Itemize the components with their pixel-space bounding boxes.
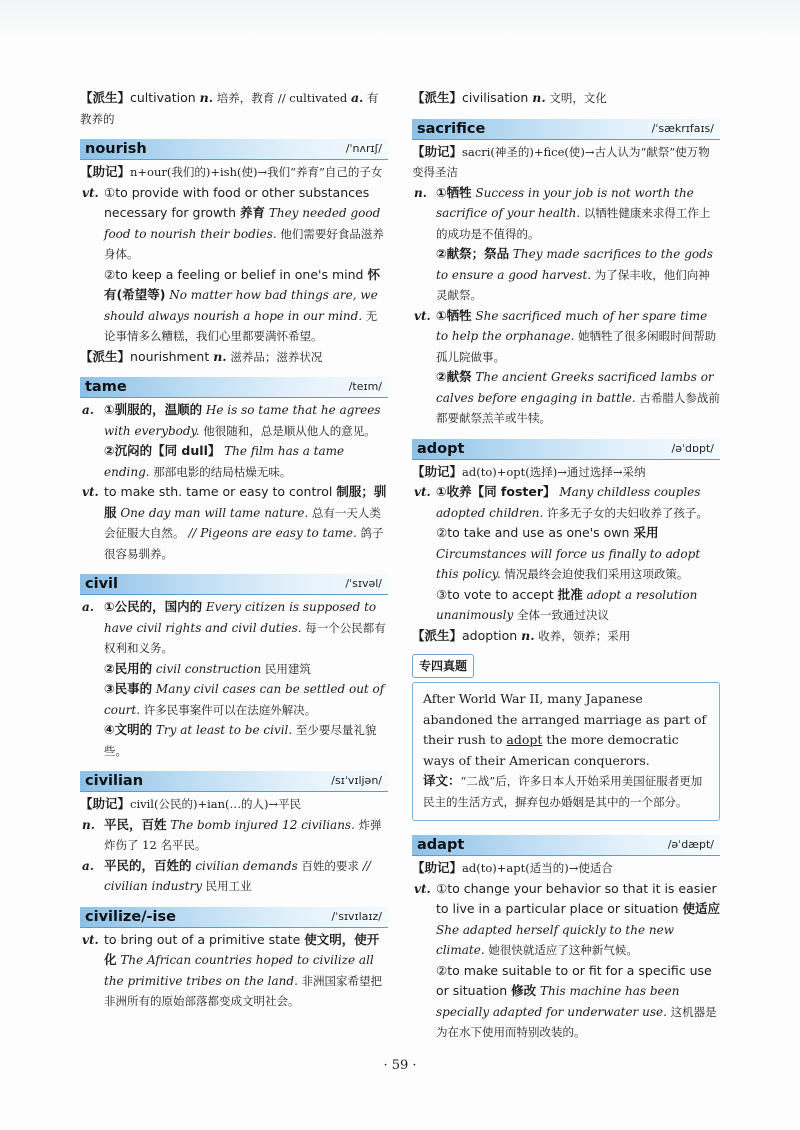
derive-cultivation: 【派生】cultivation n. 培养，教育 // cultivated a. 有教养的 — [80, 90, 379, 126]
sense-civil-1: a. ①公民的，国内的 Every citizen is supposed to have civil rights and civil duties. 每一个公民都有权利和义务。 — [82, 599, 386, 655]
mnemonic-sacrifice: 【助记】sacri(神圣的)+fice(使)→古人认为“献祭”使万物变得圣洁 — [412, 143, 710, 179]
sense-civilian-1: n. 平民，百姓 The bomb injured 12 civilians. 炸弹炸伤了 12 名平民。 — [82, 816, 382, 852]
headword-civilian: civilian /sɪˈvɪljən/ — [80, 771, 388, 792]
page-number: · 59 · — [383, 1058, 417, 1073]
mnemonic-adopt: 【助记】ad(to)+opt(选择)→通过选择→采纳 — [412, 463, 646, 479]
sense-adapt-1: vt. ①to change your behavior so that it is easier to live in a particular place or situation 使适应 She adapted herself quickly to the new climate. 她很快就适应了这种新气候。 — [414, 880, 720, 957]
sense-tame-2: ②沉闷的【同 dull】 The film has a tame ending. 那部电影的结局枯燥无味。 — [104, 443, 345, 479]
headword-adapt: adapt /əˈdæpt/ — [412, 835, 720, 856]
exam-question-box: After World War II, many Japanese abandoned the arranged marriage as part of their rush to adopt the more democratic ways of their American conquerors. 译文：“二战”后，许多日本人开始采用美国征服者更加民主的生活方式，摒弃包办婚姻是其中的一个部分。 — [412, 682, 720, 821]
sense-tame-3: vt. to make sth. tame or easy to control 制服；驯服 One day man will tame nature. 总有一天人类会征服大自然。 // Pigeons are easy to tame. 鸽子很容易驯养。 — [82, 484, 387, 561]
sense-adapt-2: ②to make suitable to or fit for a specific use or situation 修改 This machine has been specially adapted for underwater use. 这机器是为在水下使用而特别改装的。 — [436, 962, 717, 1039]
sense-sacrifice-4: ②献祭 The ancient Greeks sacrificed lambs or calves before engaging in battle. 古希腊人参战前都要献祭羔羊或牛犊。 — [436, 369, 720, 425]
headword-civil: civil /ˈsɪvəl/ — [80, 574, 388, 595]
sense-nourish-1: vt. ①to provide with food or other substances necessary for growth 养育 They needed good food to nourish their bodies. 他们需要好食品滋养身体。 — [82, 184, 384, 261]
sense-nourish-2: ②to keep a feeling or belief in one's mind 怀有(希望等) No matter how bad things are, we should always nourish a hope in our mind. 无论事情多么糟糕，我们心里都要满怀希望。 — [104, 266, 380, 343]
sense-adopt-1: vt. ①收养【同 foster】 Many childless couples adopted children. 许多无子女的夫妇收养了孩子。 — [414, 484, 709, 520]
right-column — [412, 88, 720, 1043]
left-column — [80, 88, 388, 1012]
sense-adopt-3: ③to vote to accept 批准 adopt a resolution unanimously 全体一致通过决议 — [436, 586, 698, 622]
exam-question-label: 专四真题 — [412, 654, 474, 678]
sense-tame-1: a. ①驯服的，温顺的 He is so tame that he agrees with everybody. 他很随和，总是顺从他人的意见。 — [82, 402, 381, 438]
derive-nourishment: 【派生】nourishment n. 滋养品；滋养状况 — [80, 348, 323, 364]
mnemonic-nourish: 【助记】n+our(我们的)+ish(使)→我们“养育”自己的子女 — [80, 164, 383, 179]
headword-tame: tame /teɪm/ — [80, 377, 388, 398]
derive-civilisation: 【派生】civilisation n. 文明，文化 — [412, 90, 607, 105]
sense-sacrifice-2: ②献祭；祭品 They made sacrifices to the gods to ensure a good harvest. 为了保丰收，他们向神灵献祭。 — [436, 246, 713, 302]
sense-civilize-1: vt. to bring out of a primitive state 使文明，使开化 The African countries hoped to civilize all the primitive tribes on the land. 非洲国家希望把非洲所有的原始部落都变成文明社会。 — [82, 931, 383, 1008]
top-band — [0, 0, 800, 40]
derive-adoption: 【派生】adoption n. 收养，领养；采用 — [412, 627, 631, 643]
sense-adopt-2: ②to take and use as one's own 采用 Circumstances will force us finally to adopt this policy. 情况最终会迫使我们采用这项政策。 — [436, 525, 701, 581]
sense-civil-4: ④文明的 Try at least to be civil. 至少要尽量礼貌些。 — [104, 722, 377, 758]
sense-sacrifice-1: n. ①牺牲 Success in your job is not worth the sacrifice of your health. 以牺牲健康来求得工作上的成功是不值得的。 — [414, 184, 711, 241]
sense-civil-2: ②民用的 civil construction 民用建筑 — [104, 660, 311, 676]
mnemonic-civilian: 【助记】civil(公民的)+ian(…的人)→平民 — [80, 796, 302, 811]
sense-civilian-2: a. 平民的，百姓的 civilian demands 百姓的要求 // civilian industry 民用工业 — [82, 857, 371, 893]
sense-civil-3: ③民事的 Many civil cases can be settled out of court. 许多民事案件可以在法庭外解决。 — [104, 681, 385, 717]
headword-nourish: nourish /ˈnʌrɪʃ/ — [80, 139, 388, 160]
headword-adopt: adopt /əˈdɒpt/ — [412, 439, 720, 460]
headword-sacrifice: sacrifice /ˈsækrɪfaɪs/ — [412, 119, 720, 140]
mnemonic-adapt: 【助记】ad(to)+apt(适当的)→使适合 — [412, 860, 613, 875]
sense-sacrifice-3: vt. ①牺牲 She sacrificed much of her spare time to help the orphanage. 她牺牲了很多闲暇时间帮助孤儿院做事。 — [414, 307, 717, 364]
headword-civilize: civilize/-ise /ˈsɪvɪlaɪz/ — [80, 907, 388, 928]
